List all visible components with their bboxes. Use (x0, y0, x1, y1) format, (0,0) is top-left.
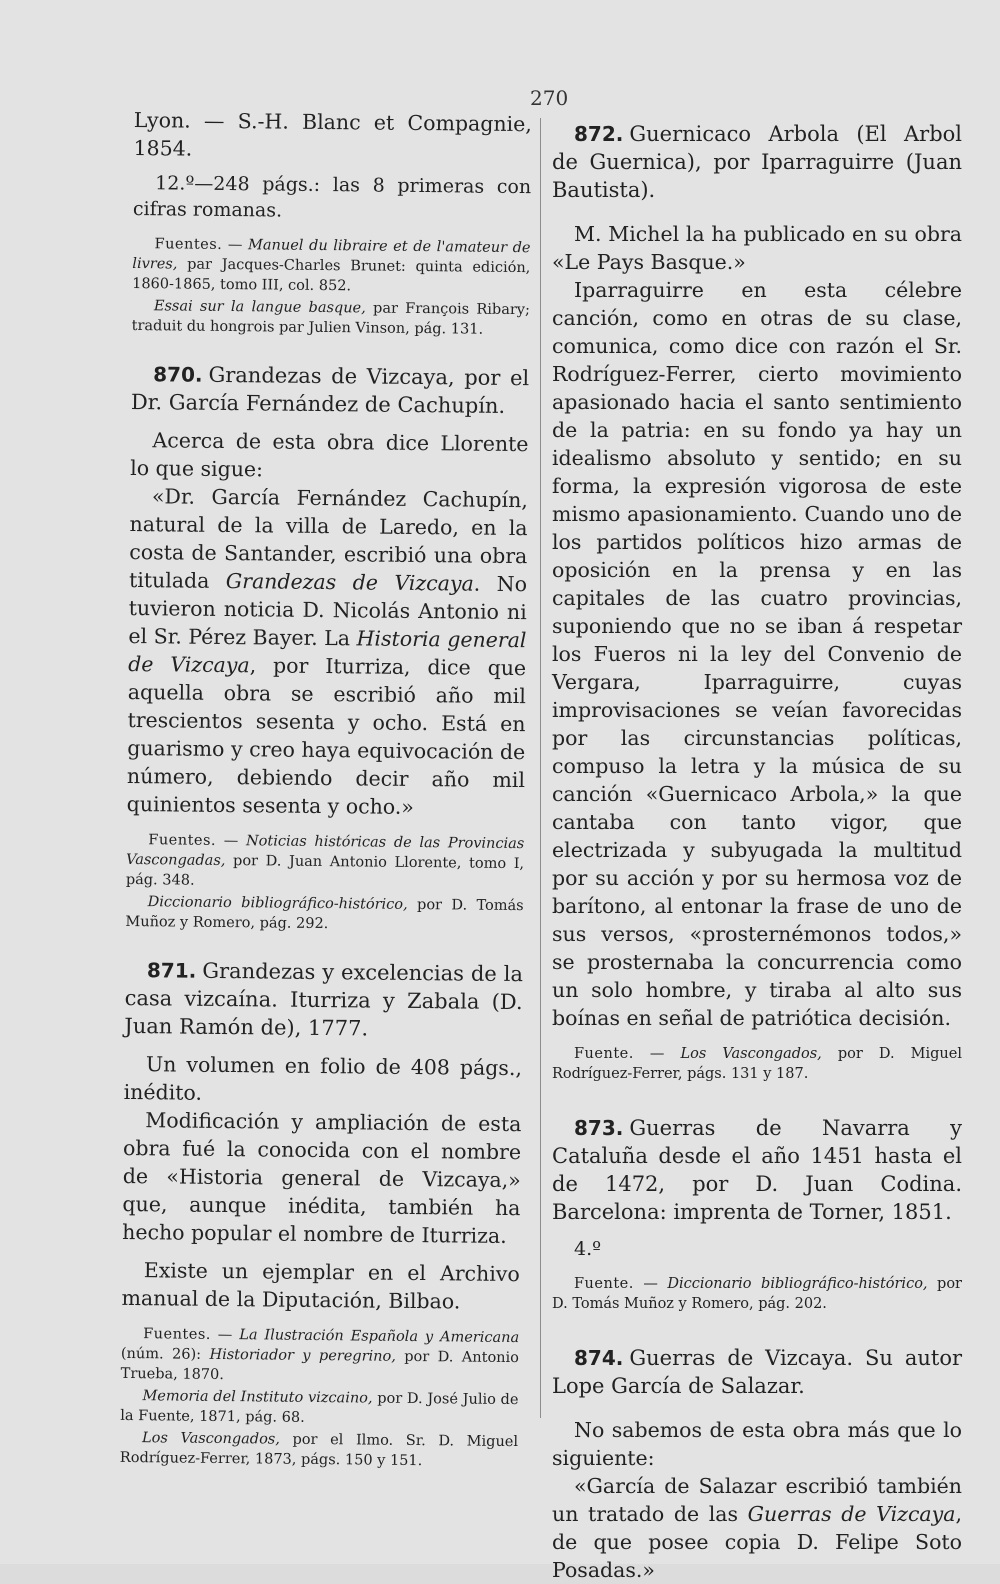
entry-872-source: Fuente. — Los Vascongados, por D. Miguel Rodríguez-Ferrer, págs. 131 y 187. (552, 1046, 962, 1082)
source-detail: par Jacques-Charles Brunet: quinta edición, 1860-1865, tomo III, col. 852. (132, 256, 531, 295)
source-title: Noticias históricas de las Provincias Vascongadas, (126, 833, 525, 869)
entry-870-source-2 (125, 892, 523, 936)
source-detail: por D. Miguel Rodríguez-Ferrer, págs. 131 y 187. (552, 1046, 962, 1082)
continuation-imprint: Lyon. — S.-H. Blanc et Compagnie, 1854. (133, 107, 532, 161)
entry-title: Guerras de Vizcaya. Su autor Lope García de Salazar. (552, 1346, 962, 1398)
source-title: Memoria del Instituto vizcaino, (142, 1388, 373, 1407)
quote-text: «García de Salazar escribió también un tratado de las (552, 1474, 962, 1526)
entry-871-paragraph-1: Un volumen en folio de 408 págs., inédito. (123, 1052, 523, 1105)
entry-873-heading (552, 1114, 962, 1226)
entry-873-source: Fuente. — Diccionario bibliográfico-histórico, por D. Tomás Muñoz y Romero, pág. 202. (552, 1276, 962, 1312)
left-column (120, 106, 532, 1472)
source-detail: por D. José Julio de la Fuente, 1871, pág. 68. (120, 1390, 519, 1426)
source-detail: (núm. 26): (120, 1345, 202, 1363)
column-divider (540, 118, 541, 1418)
entry-874-quote (552, 1472, 962, 1584)
entry-number: 873. (574, 1116, 624, 1140)
entry-870-paragraph: Acerca de esta obra dice Llorente lo que sigue: (130, 428, 529, 482)
continuation-source-2 (132, 296, 530, 340)
source-label: Fuente. (574, 1276, 634, 1292)
entry-number: 874. (574, 1346, 624, 1370)
page-number: 270 (530, 86, 569, 110)
sources-label: Fuentes. (148, 832, 217, 849)
entry-871-heading (124, 956, 523, 1044)
right-column (552, 106, 962, 1584)
source-label: Fuente. (574, 1046, 634, 1062)
sources-label: Fuentes. (154, 236, 223, 253)
source-detail: par François Ribary; traduit du hongrois par Julien Vinson, pág. 131. (131, 300, 530, 338)
source-title: Essai sur la langue basque, (153, 298, 366, 317)
entry-870-quote (127, 482, 528, 822)
source-detail: por D. Juan Antonio Llorente, tomo I, pág. 348. (125, 853, 525, 889)
entry-872-paragraph-1: M. Michel la ha publicado en su obra «Le Pays Basque.» (552, 222, 962, 274)
entry-870-sources: Fuentes. — Noticias históricas de las Provincias Vascongadas, por D. Juan Antonio Llorente, tomo I, pág. 348. (125, 832, 525, 889)
continuation-details: 12.º—248 págs.: las 8 primeras con cifras romanas. (132, 172, 532, 222)
source-title: Diccionario bibliográfico-histórico, (667, 1276, 928, 1292)
continuation-sources: Fuentes. — Manuel du libraire et de l'amateur de livres, par Jacques-Charles Brunet: quinta edición, 1860-1865, tomo III, col. 852. (132, 236, 531, 295)
source-title: La Ilustración Española y Americana (239, 1327, 520, 1347)
entry-871-paragraph-3: Existe un ejemplar en el Archivo manual de la Diputación, Bilbao. (121, 1258, 520, 1314)
quote-text: , por Iturriza, dice que aquella obra se escribió año mil trescientos sesenta y ocho. Está en guarismo y creo haya equivocación de número, debiendo decir año mil quinientos sesenta y ocho.» (126, 653, 527, 819)
entry-title: Guerras de Navarra y Cataluña desde el año 1451 hasta el de 1472, por D. Juan Codina. Barcelona: imprenta de Torner, 1851. (552, 1116, 962, 1224)
entry-871-source-2 (120, 1386, 518, 1430)
source-title: Los Vascongados, (141, 1430, 280, 1448)
source-detail: por D. Tomás Muñoz y Romero, pág. 292. (125, 897, 524, 933)
entry-title: Guernicaco Arbola (El Arbol de Guernica), por Iparraguirre (Juan Bautista). (552, 122, 962, 202)
entry-874-heading (552, 1344, 962, 1400)
source-detail: por D. Antonio Trueba, 1870. (120, 1348, 520, 1384)
source-title: Manuel du libraire et de l'amateur de livres, (132, 237, 531, 273)
entry-number: 872. (574, 122, 624, 146)
source-title: Historiador y peregrino, (209, 1346, 396, 1365)
entry-number: 870. (153, 362, 203, 387)
entry-874-paragraph: No sabemos de esta obra más que lo siguiente: (552, 1418, 962, 1470)
entry-title: Grandezas y excelencias de la casa vizcaína. Iturriza y Zabala (D. Juan Ramón de), 1777. (124, 958, 524, 1041)
entry-873-format: 4.º (574, 1238, 602, 1260)
source-title: Los Vascongados, (680, 1046, 822, 1062)
quote-italic: Grandezas de Vizcaya (225, 568, 474, 596)
entry-870-heading (131, 360, 530, 420)
entry-871-source-3 (120, 1428, 518, 1472)
entry-872-heading (552, 120, 962, 204)
source-title: Diccionario bibliográfico-histórico, (147, 894, 408, 913)
entry-title: Grandezas de Vizcaya, por el Dr. García Fernández de Cachupín. (130, 362, 530, 418)
quote-italic: Historia general de Vizcaya (128, 626, 527, 678)
entry-number: 871. (146, 958, 197, 983)
entry-871-sources: Fuentes. — La Ilustración Española y Americana (núm. 26): Historiador y peregrino, por D. Antonio Trueba, 1870. (120, 1326, 520, 1384)
quote-italic: Guerras de Vizcaya (747, 1502, 956, 1526)
entry-871-paragraph-2: Modificación y ampliación de esta obra fué la conocida con el nombre de «Historia general de Vizcaya,» que, aunque inédita, también ha hecho popular el nombre de Iturriza. (122, 1108, 522, 1248)
entry-872-paragraph-2: Iparraguirre en esta célebre canción, como en otras de su clase, comunica, como dice con razón el Sr. Rodríguez-Ferrer, cierto movimiento apasionado hacia el santo sentimiento de la patria: en su fondo ya hay un idealismo absoluto y sentido; en su forma, la expresión vigorosa de este mismo apasionamiento. Cuando uno de los partidos políticos hizo armas de oposición en la prensa y en las capitales de las cuatro provincias, suponiendo que no se iban á respetar los Fueros ni la ley del Convenio de Vergara, Iparraguirre, cuyas improvisaciones se veían favorecidas por las circunstancias políticas, compuso la letra y la música de su canción «Guernicaco Arbola,» la que cantaba con tanto vigor, que electrizada y subyugada la multitud por su acción y por su hermosa voz de barítono, al entonar la frase de uno de sus versos, «prosternémonos todos,» se prosternaba la concurrencia como un solo hombre, y tiraba al alto sus boínas en señal de patriótica decisión. (552, 278, 962, 1030)
quote-text: , de que posee copia D. Felipe Soto Posadas.» (552, 1502, 962, 1582)
quote-text: «Dr. García Fernández Cachupín, natural de la villa de Laredo, en la costa de Santander, escribió una obra titulada (128, 484, 529, 593)
source-detail: por D. Tomás Muñoz y Romero, pág. 202. (552, 1276, 962, 1312)
source-detail: por el Ilmo. Sr. D. Miguel Rodríguez-Ferrer, 1873, págs. 150 y 151. (119, 1431, 519, 1470)
quote-text: . No tuvieron noticia D. Nicolás Antonio ni el Sr. Pérez Bayer. La (128, 571, 528, 651)
sources-label: Fuentes. (143, 1326, 212, 1343)
